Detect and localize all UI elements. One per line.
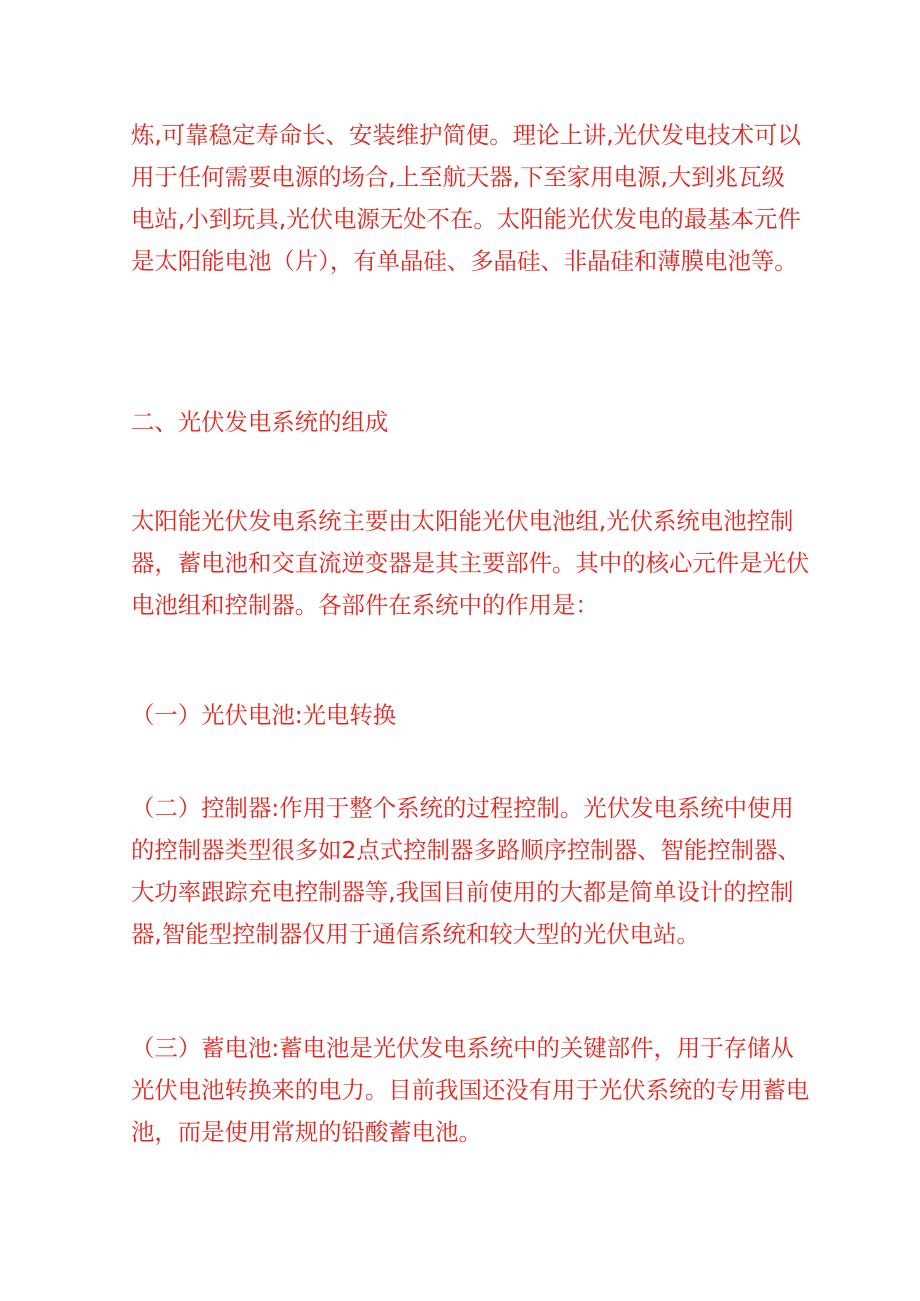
- paragraph-line: 电站,小到玩具,光伏电源无处不在。太阳能光伏发电的最基本元件: [131, 205, 801, 233]
- list-item-line: （一）光伏电池:光电转换: [131, 701, 397, 729]
- list-item-line: （三）蓄电池:蓄电池是光伏发电系统中的关键部件，用于存储从: [131, 1034, 794, 1062]
- paragraph-line: 太阳能光伏发电系统主要由太阳能光伏电池组,光伏系统电池控制: [131, 507, 794, 535]
- paragraph-intro: [131, 114, 811, 282]
- paragraph-line: 炼,可靠稳定寿命长、安装维护简便。理论上讲,光伏发电技术可以: [131, 121, 801, 149]
- paragraph-line: 是太阳能电池（片），有单晶硅、多晶硅、非晶硅和薄膜电池等。: [131, 247, 798, 275]
- paragraph-line: 用于任何需要电源的场合,上至航天器,下至家用电源,大到兆瓦级: [131, 163, 785, 191]
- paragraph-components: [131, 500, 811, 626]
- section-heading: 二、光伏发电系统的组成: [131, 408, 389, 436]
- paragraph-line: 器，蓄电池和交直流逆变器是其主要部件。其中的核心元件是光伏: [131, 549, 810, 577]
- list-item-controller: [131, 787, 811, 955]
- list-item-line: 池，而是使用常规的铅酸蓄电池。: [131, 1118, 482, 1146]
- list-item-line: 光伏电池转换来的电力。目前我国还没有用于光伏系统的专用蓄电: [131, 1076, 810, 1104]
- list-item-line: 器,智能型控制器仅用于通信系统和较大型的光伏电站。: [131, 920, 700, 948]
- list-item-line: 的控制器类型很多如2点式控制器多路顺序控制器、智能控制器、: [131, 836, 801, 864]
- list-item-battery: [131, 1027, 811, 1153]
- list-item-pv-cell: [131, 694, 811, 736]
- list-item-line: 大功率跟踪充电控制器等,我国目前使用的大都是简单设计的控制: [131, 878, 794, 906]
- list-item-line: （二）控制器:作用于整个系统的过程控制。光伏发电系统中使用: [131, 794, 794, 822]
- paragraph-line: 电池组和控制器。各部件在系统中的作用是：: [131, 591, 599, 619]
